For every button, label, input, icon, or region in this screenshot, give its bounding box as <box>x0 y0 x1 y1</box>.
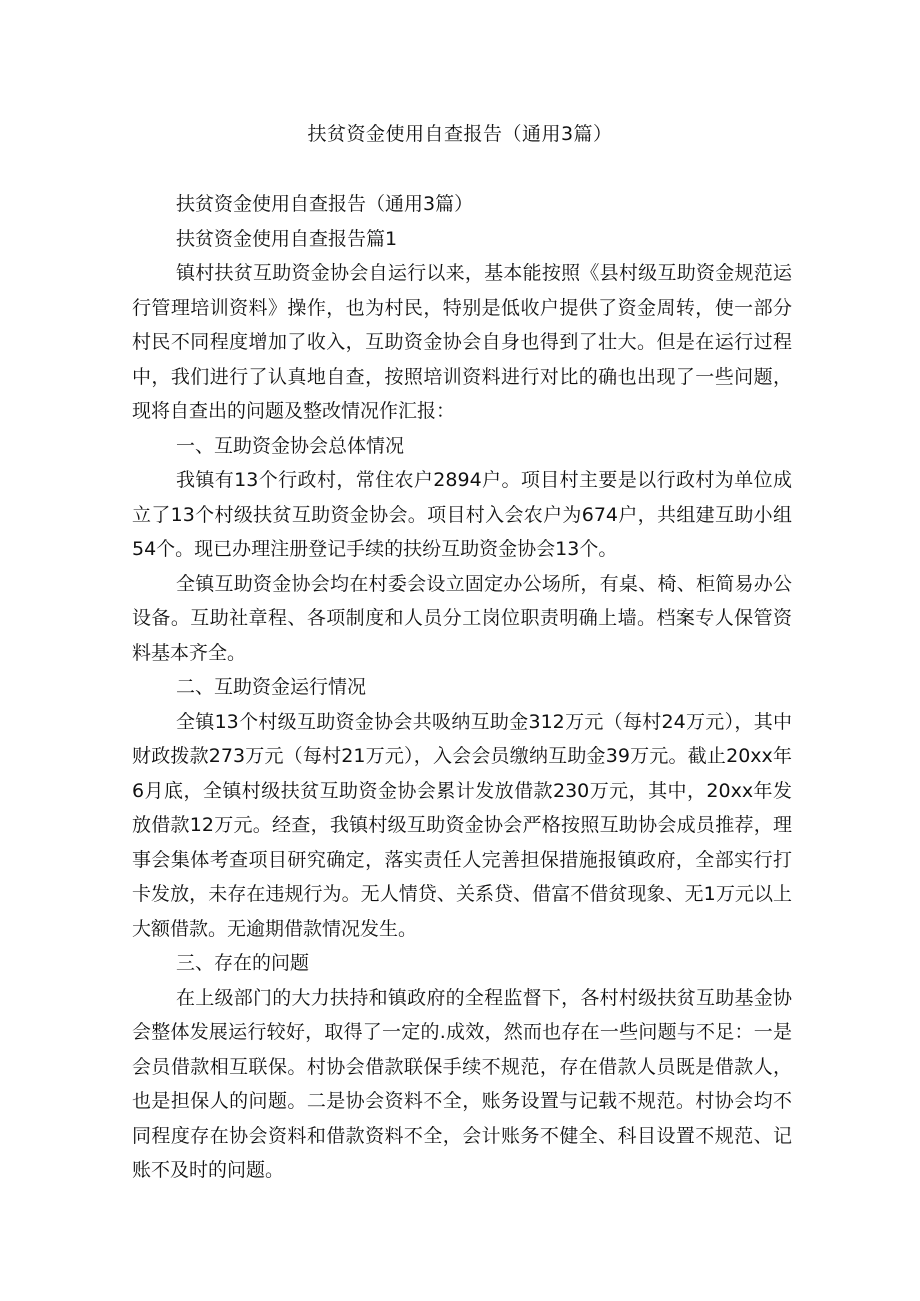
intro-paragraph: 镇村扶贫互助资金协会自运行以来，基本能按照《县村级互助资金规范运行管理培训资料》操作，也为村民，特别是低收户提供了资金周转，使一部分村民不同程度增加了收入，互助资金协会自身也得到了壮大。但是在运行过程中，我们进行了认真地自查，按照培训资料进行对比的确也出现了一些问题，现将自查出的问题及整改情况作汇报： <box>132 262 792 422</box>
section-heading-article-1: 扶贫资金使用自查报告篇1 <box>176 227 398 250</box>
section-heading-3: 三、存在的问题 <box>176 952 310 974</box>
body-paragraph: 我镇有13个行政村，常住农户2894户。项目村主要是以行政村为单位成立了13个村级扶贫互助资金协会。项目村入会农户为674户，共组建互助小组54个。现已办理注册登记手续的扶纷互助资金协会13个。 <box>132 469 792 560</box>
section-heading-2: 二、互助资金运行情况 <box>176 676 367 698</box>
document-body <box>132 187 792 1188</box>
body-paragraph: 全镇13个村级互助资金协会共吸纳互助金312万元（每村24万元），其中财政拨款273万元（每村21万元），入会会员缴纳互助金39万元。截止20xx年6月底，全镇村级扶贫互助资金协会累计发放借款230万元，其中，20xx年发放借款12万元。经查，我镇村级互助资金协会严格按照互助协会成员推荐，理事会集体考查项目研究确定，落实责任人完善担保措施报镇政府，全部实行打卡发放，未存在违规行为。无人情贷、关系贷、借富不借贫现象、无1万元以上大额借款。无逾期借款情况发生。 <box>132 710 792 940</box>
subtitle-paragraph: 扶贫资金使用自查报告（通用3篇） <box>176 193 474 215</box>
section-heading-1: 一、互助资金协会总体情况 <box>176 434 405 457</box>
body-paragraph: 全镇互助资金协会均在村委会设立固定办公场所，有桌、椅、柜简易办公设备。互助社章程、各项制度和人员分工岗位职责明确上墙。档案专人保管资料基本齐全。 <box>132 572 792 664</box>
body-paragraph: 在上级部门的大力扶持和镇政府的全程监督下，各村村级扶贫互助基金协会整体发展运行较好，取得了一定的.成效，然而也存在一些问题与不足：一是会员借款相互联保。村协会借款联保手续不规范，存在借款人员既是借款人，也是担保人的问题。二是协会资料不全，账务设置与记载不规范。村协会均不同程度存在协会资料和借款资料不全，会计账务不健全、科目设置不规范、记账不及时的问题。 <box>132 986 792 1181</box>
document-title: 扶贫资金使用自查报告（通用3篇） <box>307 123 613 145</box>
